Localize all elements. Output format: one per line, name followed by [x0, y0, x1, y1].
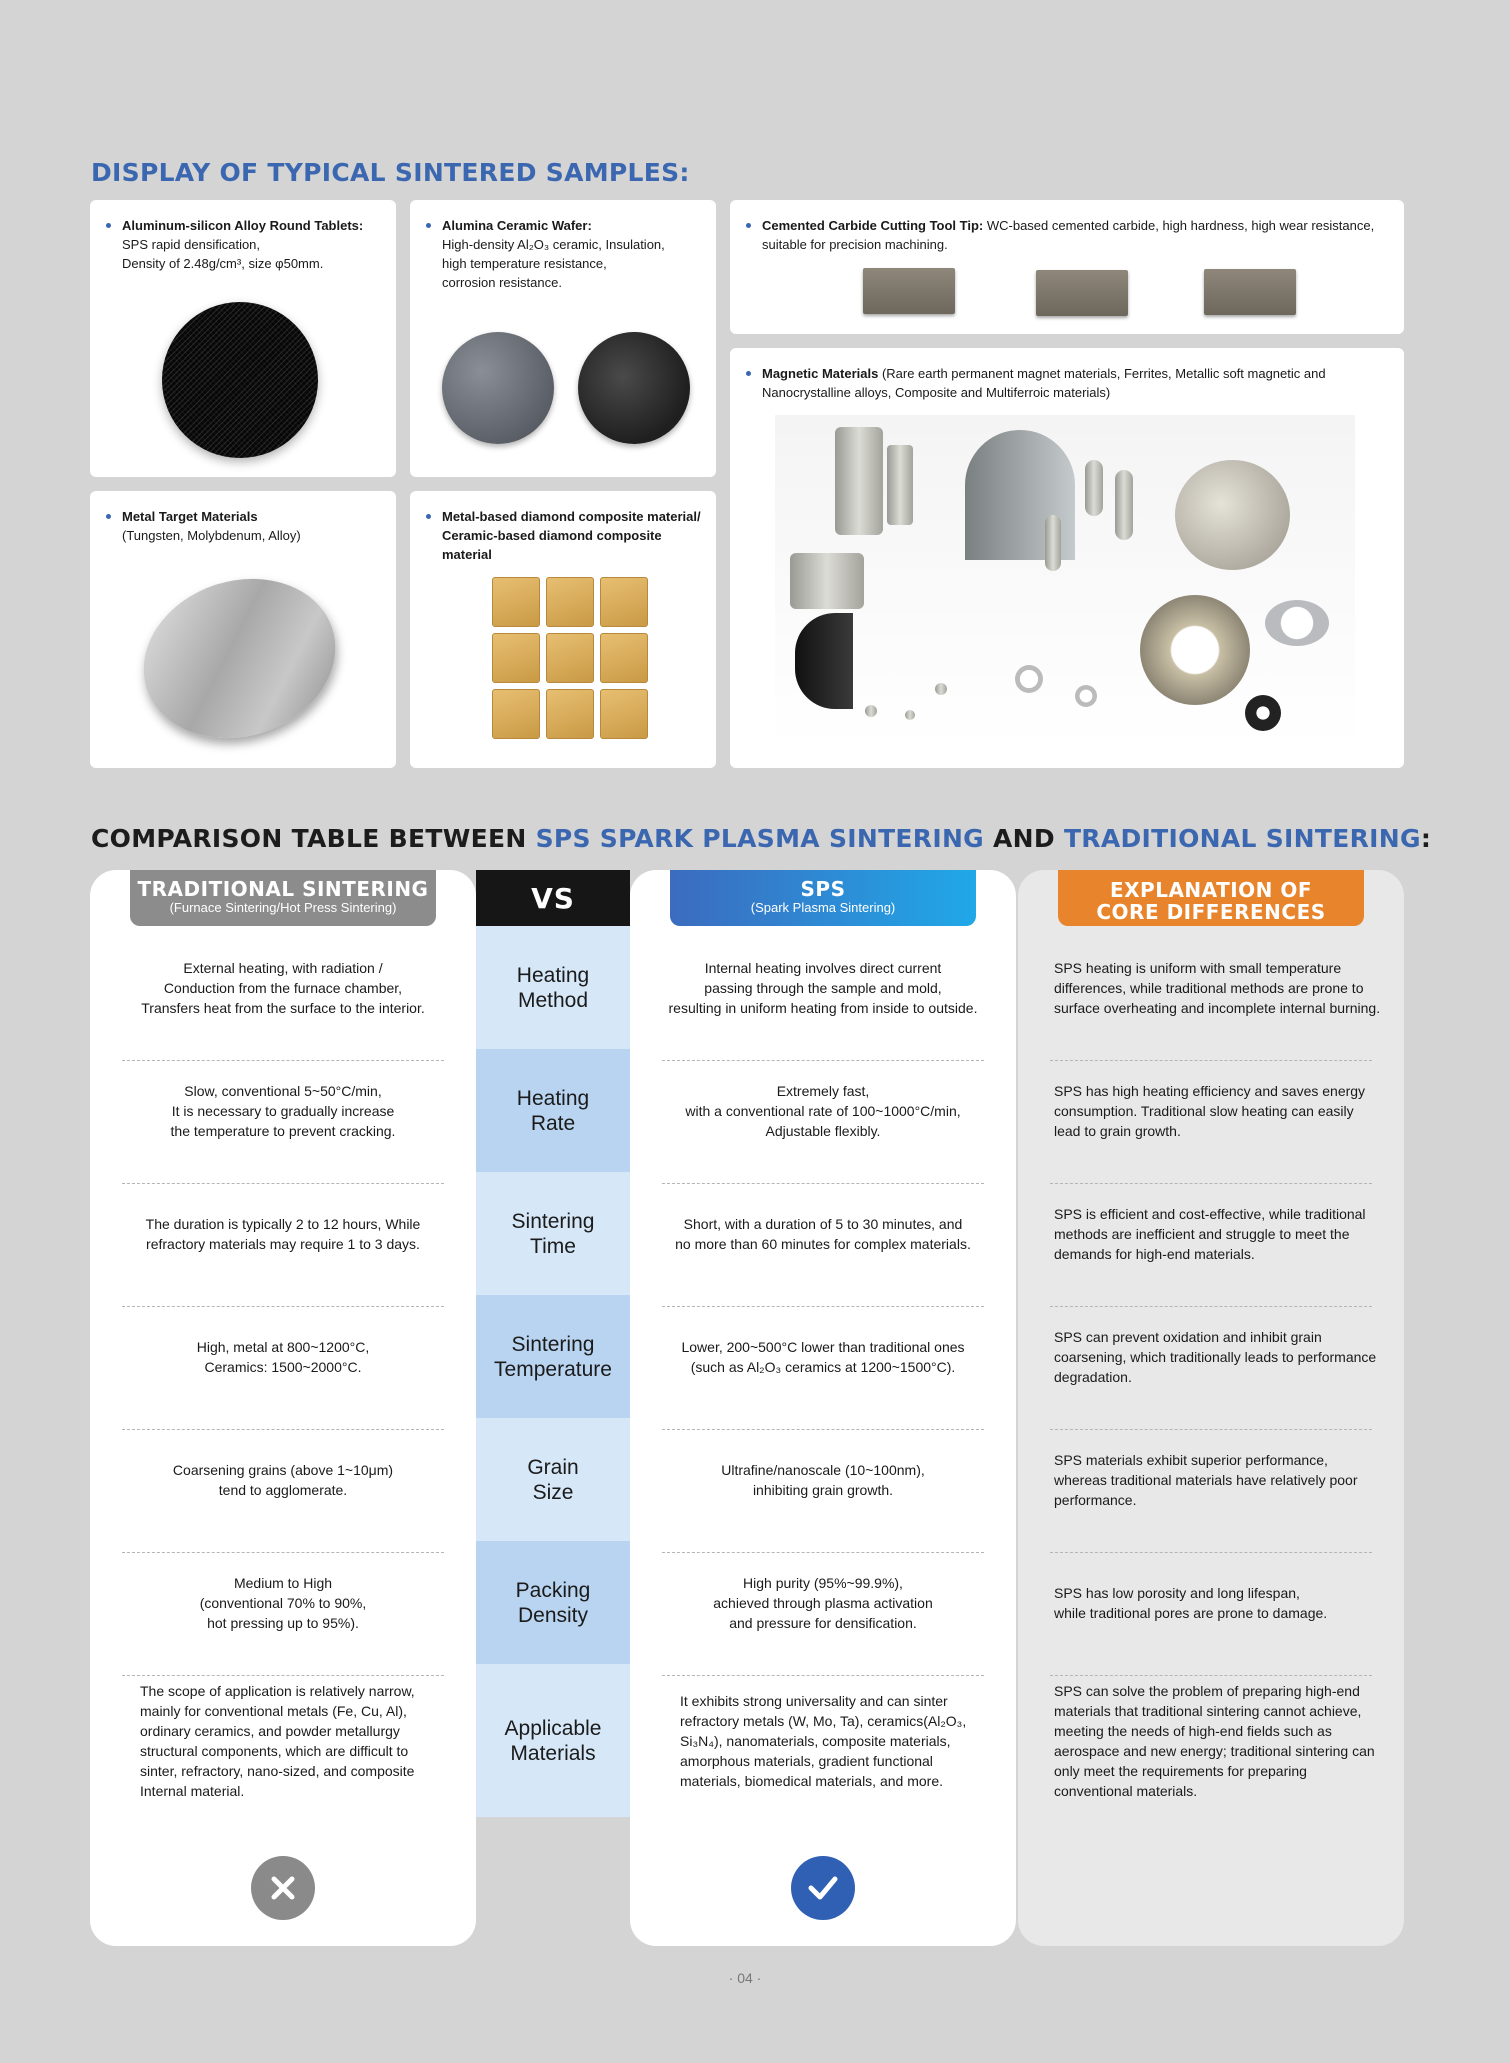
explanation-header: EXPLANATION OF CORE DIFFERENCES	[1058, 870, 1364, 926]
criterion-label: Packing Density	[476, 1541, 630, 1664]
sps-cell: Lower, 200~500°C lower than traditional ones (such as Al₂O₃ ceramics at 1200~1500°C).	[681, 1338, 965, 1375]
sample-name: Magnetic Materials	[762, 366, 879, 381]
alumina-wafer-grey-image	[442, 332, 554, 444]
sample-desc: High-density Al₂O₃ ceramic, Insulation, high temperature resistance, corrosion resistance.	[442, 237, 665, 290]
sample-desc: WC-based cemented carbide, high hardness, high wear resistance, suitable for precision machining.	[762, 218, 1375, 252]
criterion-label: Applicable Materials	[476, 1664, 630, 1817]
sample-name: Metal Target Materials	[122, 509, 258, 524]
exp-cell: SPS is efficient and cost-effective, while traditional methods are inefficient and struggle to meet the demands for high-end materials.	[1054, 1205, 1366, 1262]
trad-cell: The duration is typically 2 to 12 hours, While refractory materials may require 1 to 3 days.	[145, 1215, 421, 1252]
criteria-column	[476, 870, 630, 1817]
vs-header: VS	[476, 870, 630, 926]
trad-cell: Medium to High (conventional 70% to 90%, hot pressing up to 95%).	[199, 1574, 367, 1631]
metal-target-image	[123, 555, 356, 763]
criterion-label: Heating Rate	[476, 1049, 630, 1172]
exp-cell: SPS has low porosity and long lifespan, while traditional pores are prone to damage.	[1054, 1584, 1328, 1621]
sps-column	[630, 870, 1016, 1946]
traditional-column	[90, 870, 476, 1946]
magnetic-materials-image	[775, 415, 1355, 745]
sample-name: Alumina Ceramic Wafer:	[442, 218, 592, 233]
criterion-label: Heating Method	[476, 926, 630, 1049]
page-number: · 04 ·	[728, 1970, 762, 1986]
exp-cell: SPS materials exhibit superior performance, whereas traditional materials have relatively poor performance.	[1054, 1451, 1358, 1508]
traditional-header: TRADITIONAL SINTERING (Furnace Sintering/Hot Press Sintering)	[130, 870, 436, 926]
exp-cell: SPS can prevent oxidation and inhibit grain coarsening, which traditionally leads to performance degradation.	[1054, 1328, 1377, 1385]
exp-cell: SPS heating is uniform with small temperature differences, while traditional methods are prone to surface overheating and incomplete internal burning.	[1054, 959, 1381, 1016]
section-title-samples: DISPLAY OF TYPICAL SINTERED SAMPLES:	[91, 158, 690, 187]
carbide-tip-image	[1036, 270, 1128, 316]
sample-desc: (Tungsten, Molybdenum, Alloy)	[122, 528, 301, 543]
sps-header: SPS (Spark Plasma Sintering)	[670, 870, 976, 926]
trad-cell: Slow, conventional 5~50°C/min, It is necessary to gradually increase the temperature to prevent cracking.	[170, 1082, 396, 1139]
sample-name: Metal-based diamond composite material/ Ceramic-based diamond composite material	[442, 509, 701, 562]
sample-name: Cemented Carbide Cutting Tool Tip:	[762, 218, 984, 233]
carbide-tip-image	[1204, 269, 1296, 315]
diamond-composite-image	[492, 577, 648, 739]
sps-cell: It exhibits strong universality and can sinter refractory metals (W, Mo, Ta), ceramics(Al₂O₃, Si₃N₄), nanomaterials, composite materials, amorphous materials, gradient functional materials, biomedical materials, and more.	[680, 1692, 967, 1789]
sample-card-al-si	[90, 200, 396, 477]
trad-cell: External heating, with radiation / Conduction from the furnace chamber, Transfers heat from the surface to the interior.	[141, 959, 425, 1016]
alumina-wafer-dark-image	[578, 332, 690, 444]
criterion-label: Grain Size	[476, 1418, 630, 1541]
sps-cell: Internal heating involves direct current passing through the sample and mold, resulting in uniform heating from inside to outside.	[668, 959, 978, 1016]
sample-card-carbide	[730, 200, 1404, 334]
al-si-tablet-image	[162, 302, 318, 458]
sample-card-alumina	[410, 200, 716, 477]
x-circle-icon	[251, 1856, 315, 1920]
carbide-tip-image	[863, 268, 955, 314]
sample-card-diamond	[410, 491, 716, 768]
section-title-comparison: COMPARISON TABLE BETWEEN SPS SPARK PLASMA SINTERING AND TRADITIONAL SINTERING:	[91, 824, 1432, 853]
criterion-label: Sintering Time	[476, 1172, 630, 1295]
sps-cell: Ultrafine/nanoscale (10~100nm), inhibiting grain growth.	[721, 1461, 925, 1498]
sps-cell: Short, with a duration of 5 to 30 minutes, and no more than 60 minutes for complex materials.	[675, 1215, 971, 1252]
trad-cell: High, metal at 800~1200°C, Ceramics: 1500~2000°C.	[196, 1338, 370, 1375]
exp-cell: SPS can solve the problem of preparing high-end materials that traditional sintering cannot achieve, meeting the needs of high-end fields such as aerospace and new energy; traditional sintering can only meet the requirements for preparing conventional materials.	[1054, 1682, 1375, 1799]
trad-cell: Coarsening grains (above 1~10μm) tend to agglomerate.	[172, 1461, 394, 1498]
sample-card-target	[90, 491, 396, 768]
sample-card-magnetic	[730, 348, 1404, 768]
trad-cell: The scope of application is relatively narrow, mainly for conventional metals (Fe, Cu, Al), ordinary ceramics, and powder metallurgy structural components, which are difficult to sinter, refractory, nano-sized, and composite Internal material.	[140, 1682, 415, 1799]
sample-desc: (Rare earth permanent magnet materials, Ferrites, Metallic soft magnetic and Nanocrystalline alloys, Composite and Multiferroic materials)	[762, 366, 1326, 400]
sample-desc: SPS rapid densification, Density of 2.48g/cm³, size φ50mm.	[122, 237, 324, 271]
explanation-column	[1018, 870, 1404, 1946]
check-circle-icon	[791, 1856, 855, 1920]
sps-cell: Extremely fast, with a conventional rate of 100~1000°C/min, Adjustable flexibly.	[685, 1082, 961, 1139]
sps-cell: High purity (95%~99.9%), achieved through plasma activation and pressure for densification.	[713, 1574, 933, 1631]
sample-name: Aluminum-silicon Alloy Round Tablets:	[122, 218, 364, 233]
criterion-label: Sintering Temperature	[476, 1295, 630, 1418]
exp-cell: SPS has high heating efficiency and saves energy consumption. Traditional slow heating can easily lead to grain growth.	[1054, 1082, 1366, 1139]
